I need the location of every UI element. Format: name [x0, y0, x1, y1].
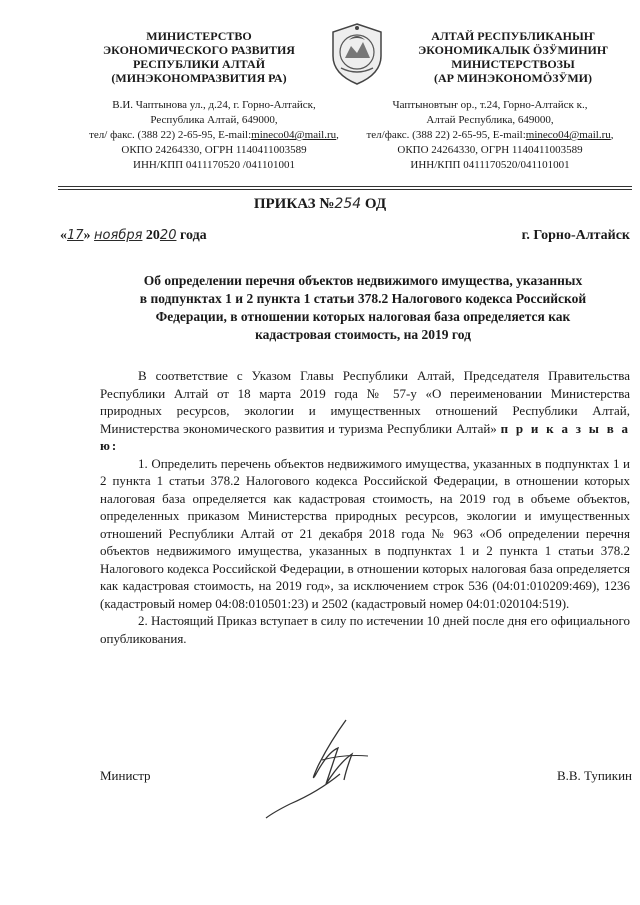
tax-id-line: ИНН/КПП 0411170520 /041101001 [133, 159, 295, 171]
order-date [60, 228, 207, 244]
order-body [100, 367, 630, 647]
contact-line [54, 128, 374, 143]
signatory-title: Министр [100, 768, 151, 783]
order-prefix: ПРИКАЗ № [253, 196, 335, 212]
order-suffix: ОД [361, 196, 387, 212]
subject-line: в подпунктах 1 и 2 пункта 1 статьи 378.2 Налогового кодекса Российской [139, 291, 587, 306]
phone-text: тел/ факс. (388 22) 2-65-95, E-mail: [89, 129, 252, 141]
registry-line: ОКПО 24264330, ОГРН 1140411003589 [397, 144, 583, 156]
comma: , [610, 129, 614, 141]
order-subject [96, 272, 630, 344]
header-divider [58, 186, 632, 187]
date-day: 17 [67, 228, 84, 243]
date-year-prefix: 20 [142, 228, 160, 243]
date-quote-open: « [60, 228, 67, 243]
header-line: (АР МИНЭКОНОМӦЗӰМИ) [434, 71, 592, 85]
email-link[interactable]: mineco04@mail.ru [251, 129, 337, 141]
address-line: Республика Алтай, 649000, [150, 114, 278, 126]
tax-id-line: ИНН/КПП 0411170520/041101001 [410, 159, 570, 171]
city-name: г. Горно-Алтайск [521, 228, 630, 243]
address-line: Алтай Республика, 649000, [426, 114, 554, 126]
subject-line: Об определении перечня объектов недвижимого имущества, указанных [143, 273, 583, 288]
registry-line: ОКПО 24264330, ОГРН 1140411003589 [121, 144, 307, 156]
header-line: РЕСПУБЛИКИ АЛТАЙ [132, 57, 266, 71]
coat-of-arms-emblem [327, 22, 387, 86]
order-number: 254 [334, 196, 362, 212]
address-block-altai [355, 98, 625, 173]
header-line: МИНИСТЕРСТВО [146, 29, 252, 43]
ministry-header-russian [84, 29, 314, 85]
signatory-name: В.В. Тупикин [556, 768, 632, 783]
clause-2: 2. Настоящий Приказ вступает в силу по истечении 10 дней после дня его официального опубликования. [100, 613, 630, 646]
preamble-paragraph [100, 367, 630, 455]
address-line: В.И. Чаптынова ул., д.24, г. Горно-Алтайск, [112, 99, 316, 111]
subject-line: кадастровая стоимость, на 2019 год [255, 327, 471, 342]
preamble-text: В соответствие с Указом Главы Республики Алтай, Председателя Правительства Республики Алтай от 18 марта 2019 года № 57-у «О переименовании Министерства природных ресурсов, экологии и имущественных отношений Республики Алтай, Министерства экономического развития и туризма Республики Алтай» [100, 368, 630, 436]
order-title [0, 196, 640, 213]
header-line: АЛТАЙ РЕСПУБЛИКАНЫҤ [431, 29, 595, 43]
header-line: МИНИСТЕРСТВОЗЫ [451, 57, 575, 71]
contact-line [355, 128, 625, 143]
ministry-header-altai [398, 29, 628, 85]
date-year: 20 [159, 228, 177, 243]
date-suffix: года [176, 228, 207, 243]
subject-line: Федерации, в отношении которых налоговая база определяется как [155, 309, 571, 324]
header-line: ЭКОНОМИКАЛЫК ӦЗӰМИНИҤ [418, 43, 608, 57]
clause-1: 1. Определить перечень объектов недвижимого имущества, указанных в подпунктах 1 и 2 пункта 1 статьи 378.2 Налогового кодекса Российской Федерации, в отношении которых налоговая база определяется как кадастровая стоимость, на 2019 год в объеме объектов, определенных приказом Министерства природных ресурсов, экологии и имущественных отношений Республики Алтай от 21 декабря 2018 года № 963 «Об определении перечня объектов недвижимого имущества, указанных в подпунктах 1 и 2 пункта 1 статьи 378.2 Налогового кодекса Российской Федерации, в отношении которых налоговая база определяется как кадастровая стоимость, на 2019 год», за исключением строк 536 (04:01:010209:469), 1236 (кадастровый номер 04:08:010501:23) и 2502 (кадастровый номер 04:01:020104:519). [100, 455, 630, 611]
header-line: (МИНЭКОНОМРАЗВИТИЯ РА) [111, 71, 287, 85]
header-divider [58, 189, 632, 190]
email-link[interactable]: mineco04@mail.ru [525, 129, 611, 141]
comma: , [336, 129, 339, 141]
address-block-russian [54, 98, 374, 173]
handwritten-signature [260, 714, 380, 822]
date-month: ноября [94, 228, 143, 243]
header-line: ЭКОНОМИЧЕСКОГО РАЗВИТИЯ [103, 43, 295, 57]
date-quote-close: » [83, 228, 95, 243]
phone-text: тел/факс. (388 22) 2-65-95, E-mail: [366, 129, 526, 141]
address-line: Чаптыновтыҥ ор., т.24, Горно-Алтайск к., [392, 99, 588, 111]
order-directive: п р и к а з ы в а ю: [100, 420, 630, 453]
